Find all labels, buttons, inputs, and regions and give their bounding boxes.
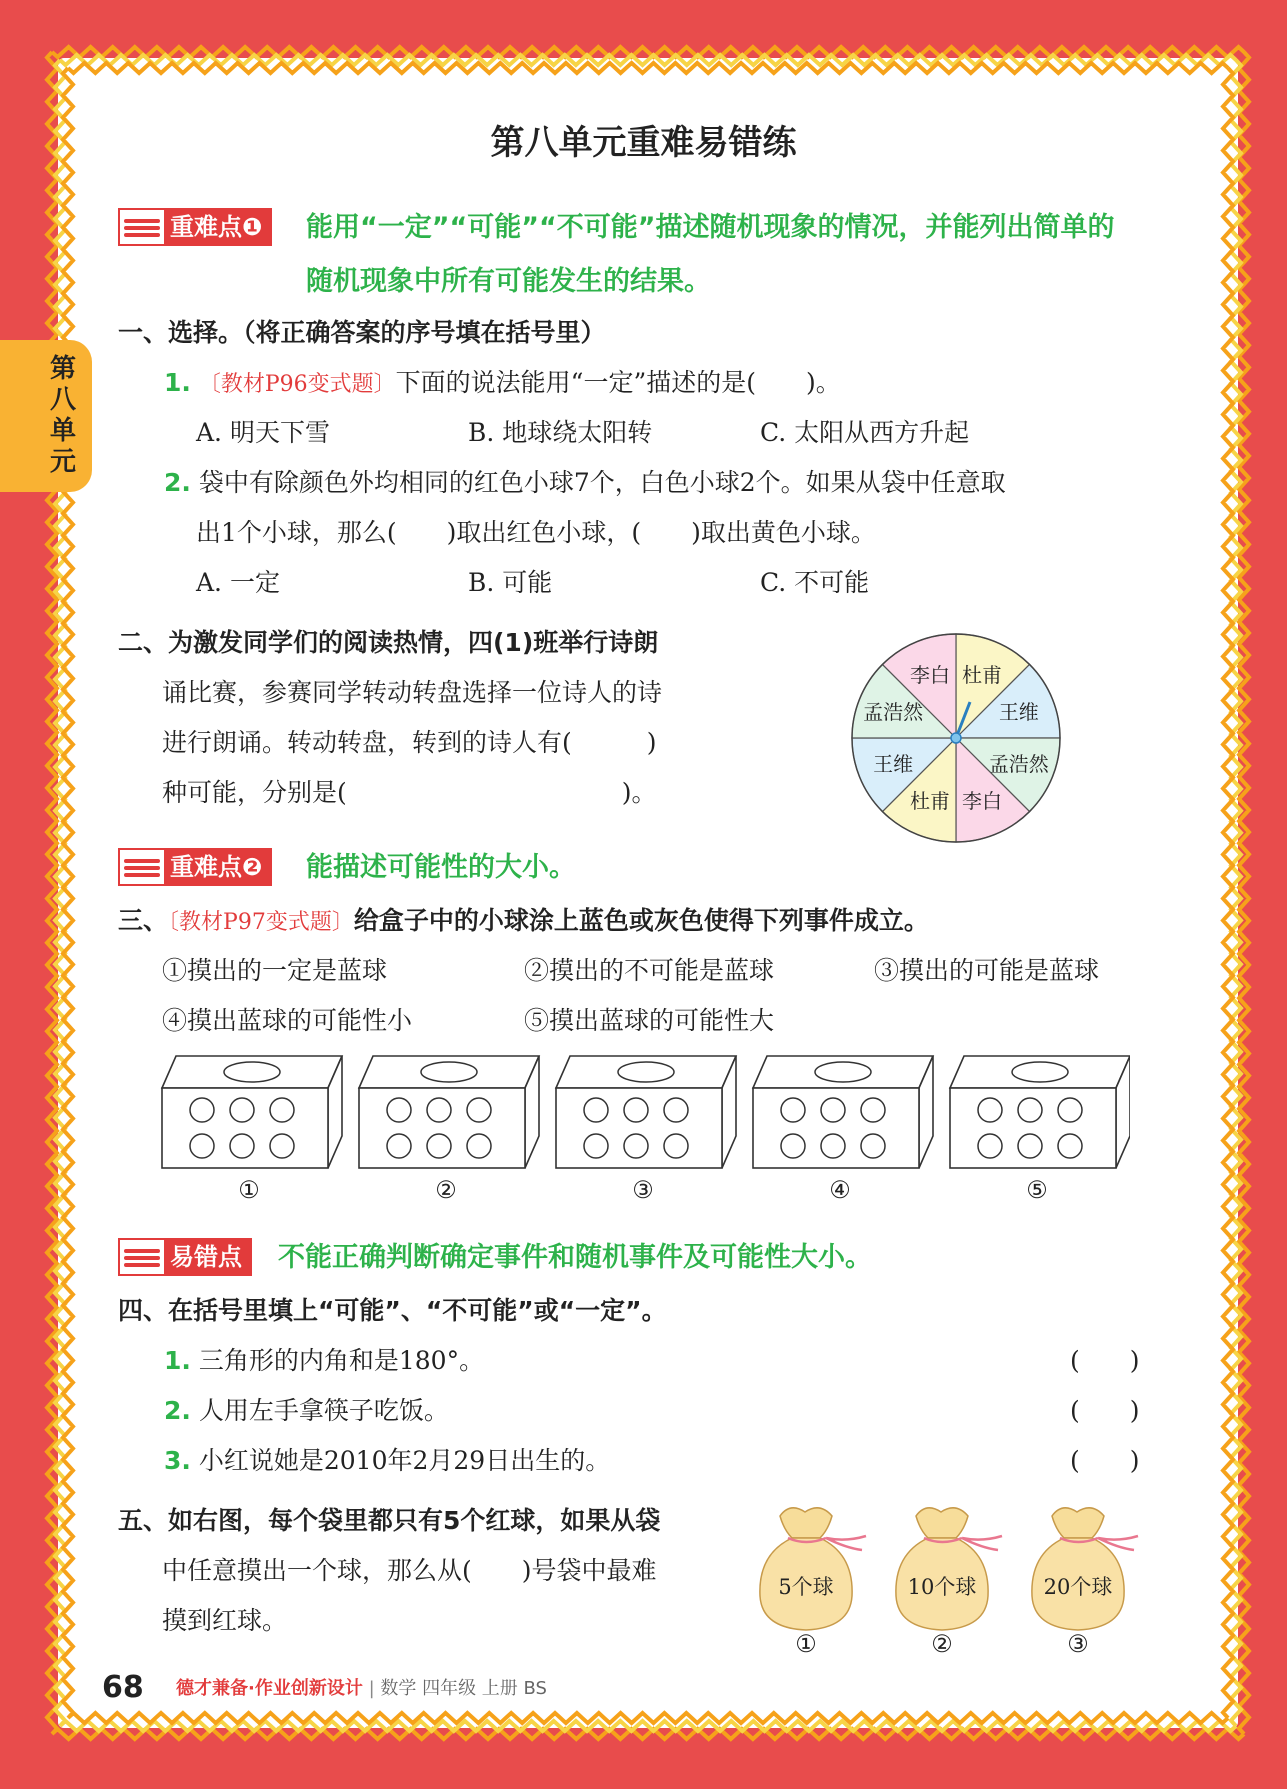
question-4-item-1: 1. 三角形的内角和是180°。	[164, 1346, 485, 1375]
ball[interactable]	[427, 1134, 451, 1158]
ball[interactable]	[387, 1134, 411, 1158]
ball[interactable]	[624, 1098, 648, 1122]
poet-spinner-wheel	[846, 628, 1066, 848]
question-3-heading: 三、〔教材P97变式题〕给盒子中的小球涂上蓝色或灰色使得下列事件成立。	[118, 906, 929, 935]
item-number: 1.	[164, 368, 191, 397]
error-prone-desc: 不能正确判断确定事件和随机事件及可能性大小。	[278, 1242, 872, 1273]
ball[interactable]	[978, 1098, 1002, 1122]
wheel-sector-label: 杜甫	[962, 663, 1003, 688]
wheel-sector-label: 王维	[873, 752, 914, 777]
condition-1: ①摸出的一定是蓝球	[162, 956, 388, 985]
question-4-item-2-blank[interactable]: ( )	[1070, 1396, 1140, 1425]
question-1-item-2-line2: 出1个小球，那么( )取出红色小球，( )取出黄色小球。	[196, 518, 876, 547]
condition-3: ③摸出的可能是蓝球	[874, 956, 1100, 985]
ball-bag	[1032, 1508, 1138, 1658]
ball[interactable]	[664, 1098, 688, 1122]
ball[interactable]	[190, 1134, 214, 1158]
box-label: ③	[632, 1176, 654, 1202]
question-1-item-2	[164, 464, 1006, 502]
key-point-2-label: 重难点❷	[164, 850, 270, 884]
question-2-line4: 种可能，分别是( )。	[162, 778, 657, 807]
box-opening	[815, 1062, 871, 1082]
stripes-icon	[120, 210, 164, 244]
condition-4: ④摸出蓝球的可能性小	[162, 1006, 413, 1035]
wheel-sector-label: 孟浩然	[863, 699, 924, 724]
wheel-sector-label: 李白	[962, 788, 1003, 813]
question-1-item-1-option-b[interactable]: B. 地球绕太阳转	[468, 418, 653, 447]
question-1-heading: 一、选择。（将正确答案的序号填在括号里）	[118, 318, 606, 347]
key-point-1-desc-line2: 随机现象中所有可能发生的结果。	[306, 266, 711, 297]
question-1-item-1	[164, 364, 841, 404]
box-opening	[618, 1062, 674, 1082]
ball[interactable]	[584, 1134, 608, 1158]
unit-side-tab	[0, 340, 92, 492]
bag-label: ②	[931, 1630, 953, 1658]
ball[interactable]	[584, 1098, 608, 1122]
ball[interactable]	[1018, 1098, 1042, 1122]
ball[interactable]	[270, 1134, 294, 1158]
bags-figure	[750, 1502, 1170, 1662]
page-number: 68	[102, 1670, 144, 1705]
ball[interactable]	[467, 1098, 491, 1122]
question-4-item-1-blank[interactable]: ( )	[1070, 1346, 1140, 1375]
error-prone-tag	[118, 1238, 252, 1276]
ball[interactable]	[270, 1098, 294, 1122]
question-5-line2: 中任意摸出一个球，那么从( )号袋中最难	[162, 1556, 657, 1585]
unit-side-tab-label: 第八单元	[49, 354, 76, 477]
ball-boxes-figure	[150, 1052, 1130, 1202]
page-title: 第八单元重难易错练	[490, 123, 797, 163]
ball[interactable]	[978, 1134, 1002, 1158]
key-point-2-desc: 能描述可能性的大小。	[306, 852, 576, 883]
bag-top	[916, 1508, 968, 1538]
ball[interactable]	[861, 1134, 885, 1158]
ball[interactable]	[821, 1134, 845, 1158]
ball[interactable]	[1058, 1134, 1082, 1158]
bag-label: ③	[1067, 1630, 1089, 1658]
ball[interactable]	[387, 1098, 411, 1122]
ball[interactable]	[427, 1098, 451, 1122]
footer-subject: 数学 四年级 上册 BS	[380, 1678, 547, 1699]
ball-box	[753, 1056, 933, 1202]
ball[interactable]	[1018, 1134, 1042, 1158]
bag-count-label: 5个球	[778, 1575, 834, 1599]
textbook-reference: 〔教材P97变式题〕	[168, 910, 354, 935]
ball-box	[359, 1056, 539, 1202]
error-prone-label: 易错点	[164, 1240, 250, 1274]
footer-text: 德才兼备·作业创新设计 | 数学 四年级 上册 BS	[176, 1678, 547, 1699]
question-1-item-2-option-c[interactable]: C. 不可能	[760, 568, 870, 597]
ball-bag	[760, 1508, 866, 1658]
bag-top	[1052, 1508, 1104, 1538]
key-point-1-tag	[118, 208, 272, 246]
wheel-sector-label: 杜甫	[909, 788, 950, 813]
key-point-1-label: 重难点❶	[164, 210, 270, 244]
wheel-hub	[951, 733, 961, 743]
box-label: ②	[435, 1176, 457, 1202]
question-1-item-2-option-b[interactable]: B. 可能	[468, 568, 553, 597]
key-point-1-desc-line1: 能用“一定”“可能”“不可能”描述随机现象的情况，并能列出简单的	[306, 212, 1115, 243]
bag-top	[780, 1508, 832, 1538]
ball-bag	[896, 1508, 1002, 1658]
textbook-reference: 〔教材P96变式题〕	[198, 372, 396, 397]
question-text-line1: 袋中有除颜色外均相同的红色小球7个，白色小球2个。如果从袋中任意取	[198, 468, 1006, 497]
question-2-line3: 进行朗诵。转动转盘，转到的诗人有( )	[162, 728, 657, 757]
ball[interactable]	[230, 1134, 254, 1158]
ball[interactable]	[624, 1134, 648, 1158]
question-1-item-1-option-c[interactable]: C. 太阳从西方升起	[760, 418, 970, 447]
question-5-line1: 五、如右图，每个袋里都只有5个红球，如果从袋	[118, 1506, 661, 1535]
ball-box	[556, 1056, 736, 1202]
box-opening	[224, 1062, 280, 1082]
question-5-line3: 摸到红球。	[162, 1606, 288, 1635]
condition-2: ②摸出的不可能是蓝球	[524, 956, 775, 985]
footer-brand: 德才兼备·作业创新设计	[176, 1678, 363, 1699]
question-4-heading: 四、在括号里填上“可能”、“不可能”或“一定”。	[118, 1296, 667, 1325]
question-4-item-2: 2. 人用左手拿筷子吃饭。	[164, 1396, 449, 1425]
key-point-2-tag	[118, 848, 272, 886]
ball-box	[162, 1056, 342, 1202]
ball[interactable]	[821, 1098, 845, 1122]
question-1-item-2-option-a[interactable]: A. 一定	[196, 568, 280, 597]
question-4-item-3-blank[interactable]: ( )	[1070, 1446, 1140, 1475]
question-4-item-3: 3. 小红说她是2010年2月29日出生的。	[164, 1446, 611, 1475]
question-1-item-1-option-a[interactable]: A. 明天下雪	[196, 418, 330, 447]
box-opening	[421, 1062, 477, 1082]
box-label: ①	[238, 1176, 260, 1202]
question-2-line2: 诵比赛，参赛同学转动转盘选择一位诗人的诗	[162, 678, 663, 707]
box-label: ④	[829, 1176, 851, 1202]
condition-5: ⑤摸出蓝球的可能性大	[524, 1006, 775, 1035]
ball[interactable]	[664, 1134, 688, 1158]
box-label: ⑤	[1026, 1176, 1048, 1202]
ball[interactable]	[781, 1134, 805, 1158]
bag-count-label: 10个球	[907, 1575, 977, 1599]
box-opening	[1012, 1062, 1068, 1082]
ball-box	[950, 1056, 1130, 1202]
stripes-icon	[120, 1240, 164, 1274]
wheel-sector-label: 李白	[909, 663, 950, 688]
ball[interactable]	[861, 1098, 885, 1122]
ball[interactable]	[1058, 1098, 1082, 1122]
question-text: 下面的说法能用“一定”描述的是( )。	[395, 368, 841, 397]
ball[interactable]	[190, 1098, 214, 1122]
ball[interactable]	[467, 1134, 491, 1158]
bag-count-label: 20个球	[1043, 1575, 1113, 1599]
ball[interactable]	[230, 1098, 254, 1122]
wheel-sector-label: 王维	[998, 699, 1039, 724]
ball[interactable]	[781, 1098, 805, 1122]
item-number: 2.	[164, 468, 191, 497]
wheel-sector-label: 孟浩然	[988, 752, 1049, 777]
bag-label: ①	[795, 1630, 817, 1658]
stripes-icon	[120, 850, 164, 884]
question-2-line1: 二、为激发同学们的阅读热情，四(1)班举行诗朗	[118, 628, 659, 657]
